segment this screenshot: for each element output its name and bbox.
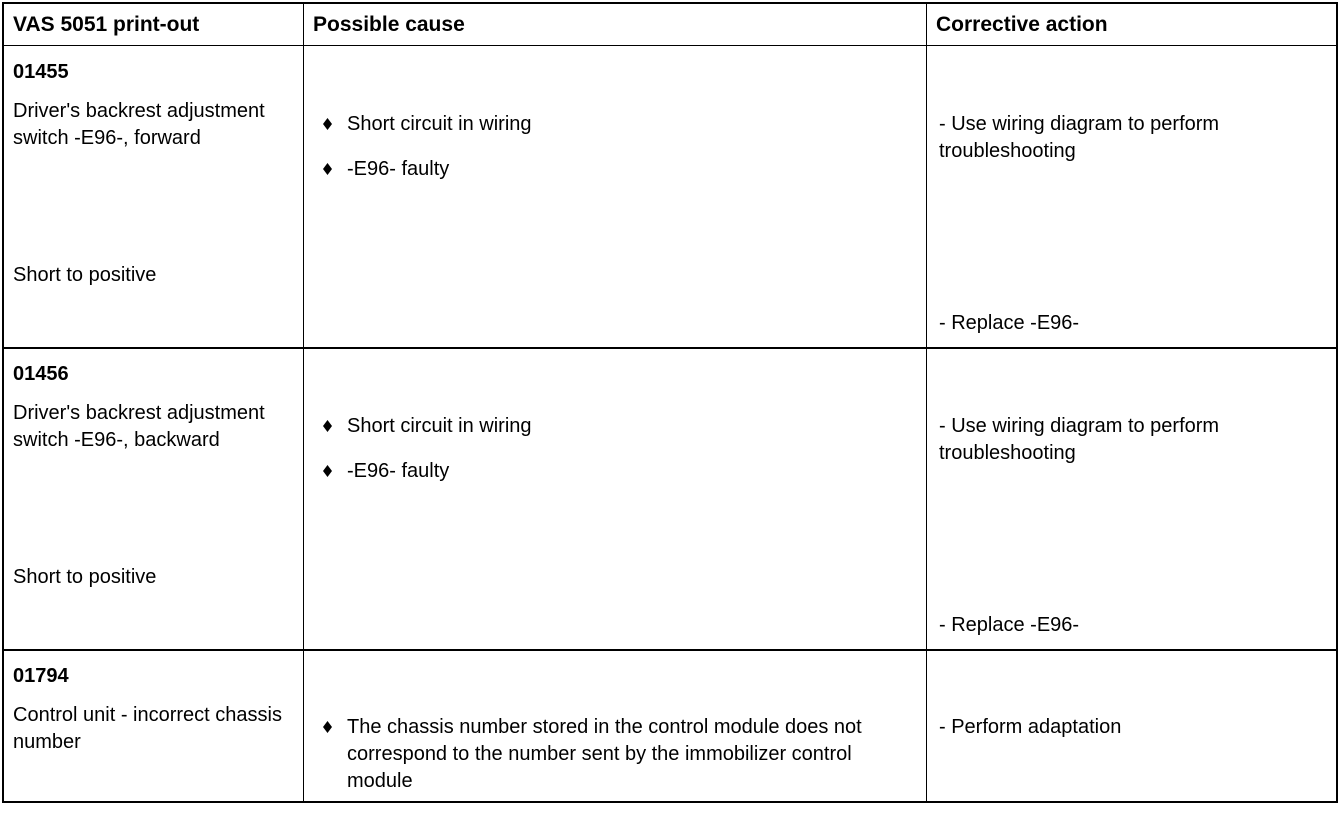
header-vas-printout: VAS 5051 print-out: [13, 13, 200, 36]
header-corrective-action: Corrective action: [936, 13, 1108, 36]
possible-causes-list: [323, 714, 863, 813]
fault-code: 01456: [13, 363, 69, 385]
corrective-action-text: - Use wiring diagram to perform troubleshooting: [939, 415, 1220, 464]
diamond-bullet-icon: [323, 420, 332, 432]
cause-text: The chassis number stored in the control module does not correspond to the number sent by the immobilizer control module: [347, 716, 862, 792]
diamond-bullet-icon: [323, 163, 332, 175]
table-row: [4, 349, 1336, 649]
list-item: [323, 156, 903, 183]
header-possible-cause: Possible cause: [313, 13, 465, 36]
fault-description: Driver's backrest adjustment switch -E96-, forward: [13, 100, 265, 149]
diamond-bullet-icon: [323, 721, 332, 733]
fault-code-table: [2, 2, 1338, 803]
fault-code: 01455: [13, 61, 69, 83]
corrective-action-text: - Perform adaptation: [939, 716, 1122, 738]
diamond-bullet-icon: [323, 118, 332, 130]
fault-status: Short to positive: [13, 264, 157, 286]
list-item: [323, 111, 903, 138]
fault-description: Control unit - incorrect chassis number: [13, 704, 282, 753]
fault-description: Driver's backrest adjustment switch -E96-, backward: [13, 402, 265, 451]
list-item: [323, 458, 903, 485]
list-item: [323, 413, 903, 440]
possible-causes-list: [323, 413, 903, 503]
diamond-bullet-icon: [323, 465, 332, 477]
list-item: [323, 714, 863, 795]
cause-text: Short circuit in wiring: [347, 415, 532, 437]
table-row: [4, 46, 1336, 348]
corrective-action-text: - Replace -E96-: [939, 312, 1080, 334]
cause-text: -E96- faulty: [347, 158, 450, 180]
fault-code: 01794: [13, 665, 69, 687]
possible-causes-list: [323, 111, 903, 201]
cause-text: -E96- faulty: [347, 460, 450, 482]
cause-text: Short circuit in wiring: [347, 113, 532, 135]
table-row: [4, 651, 1336, 801]
corrective-action-text: - Use wiring diagram to perform troubleshooting: [939, 113, 1220, 162]
fault-status: Short to positive: [13, 566, 157, 588]
corrective-action-text: - Replace -E96-: [939, 614, 1080, 636]
